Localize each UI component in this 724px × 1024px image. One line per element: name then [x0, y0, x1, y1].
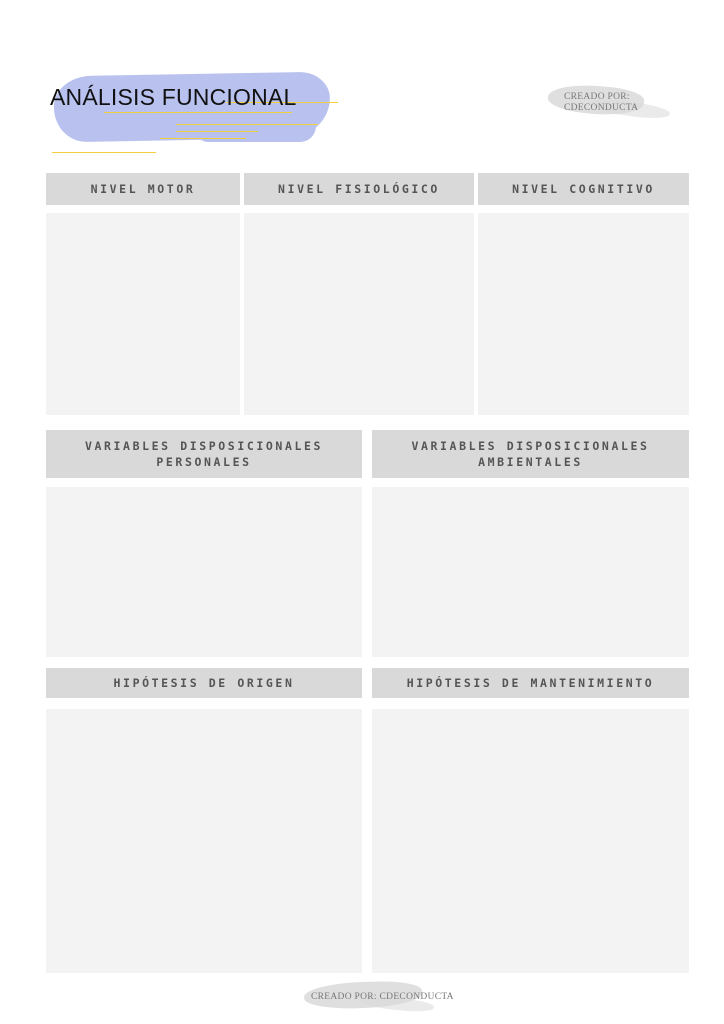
header-nivel-fisiologico — [244, 173, 474, 205]
header-variables-ambientales — [372, 430, 689, 478]
header-label: NIVEL MOTOR — [90, 182, 196, 196]
header-label: NIVEL FISIOLÓGICO — [278, 182, 440, 196]
header-label-line: AMBIENTALES — [478, 455, 583, 469]
credit-top-line: CREADO POR: — [564, 92, 630, 102]
header-label: HIPÓTESIS DE ORIGEN — [113, 676, 295, 690]
header-nivel-motor — [46, 173, 240, 205]
decor-line — [104, 112, 292, 113]
header-variables-personales — [46, 430, 362, 478]
header-hipotesis-mantenimiento — [372, 668, 689, 698]
input-area-hipotesis-mantenimiento[interactable] — [372, 709, 689, 973]
decor-line — [160, 138, 246, 139]
header-nivel-cognitivo — [478, 173, 689, 205]
page-title: ANÁLISIS FUNCIONAL — [50, 84, 297, 110]
footer-credit: CREADO POR: CDECONDUCTA — [311, 992, 454, 1002]
decor-line — [176, 124, 318, 125]
input-area-hipotesis-origen[interactable] — [46, 709, 362, 973]
header-label: NIVEL COGNITIVO — [512, 182, 655, 196]
decor-line — [176, 131, 258, 132]
input-area-variables-ambientales[interactable] — [372, 487, 689, 657]
header-label: HIPÓTESIS DE MANTENIMIENTO — [406, 676, 655, 690]
header-label-line: VARIABLES DISPOSICIONALES — [84, 439, 324, 453]
input-area-nivel-fisiologico[interactable] — [244, 213, 474, 415]
header-label-line: PERSONALES — [156, 455, 252, 469]
credit-top — [564, 92, 638, 114]
decor-line — [52, 152, 156, 153]
input-area-nivel-motor[interactable] — [46, 213, 240, 415]
input-area-nivel-cognitivo[interactable] — [478, 213, 689, 415]
header-label-line: VARIABLES DISPOSICIONALES — [411, 439, 650, 453]
header-hipotesis-origen — [46, 668, 362, 698]
credit-top-line: CDECONDUCTA — [564, 103, 639, 113]
input-area-variables-personales[interactable] — [46, 487, 362, 657]
